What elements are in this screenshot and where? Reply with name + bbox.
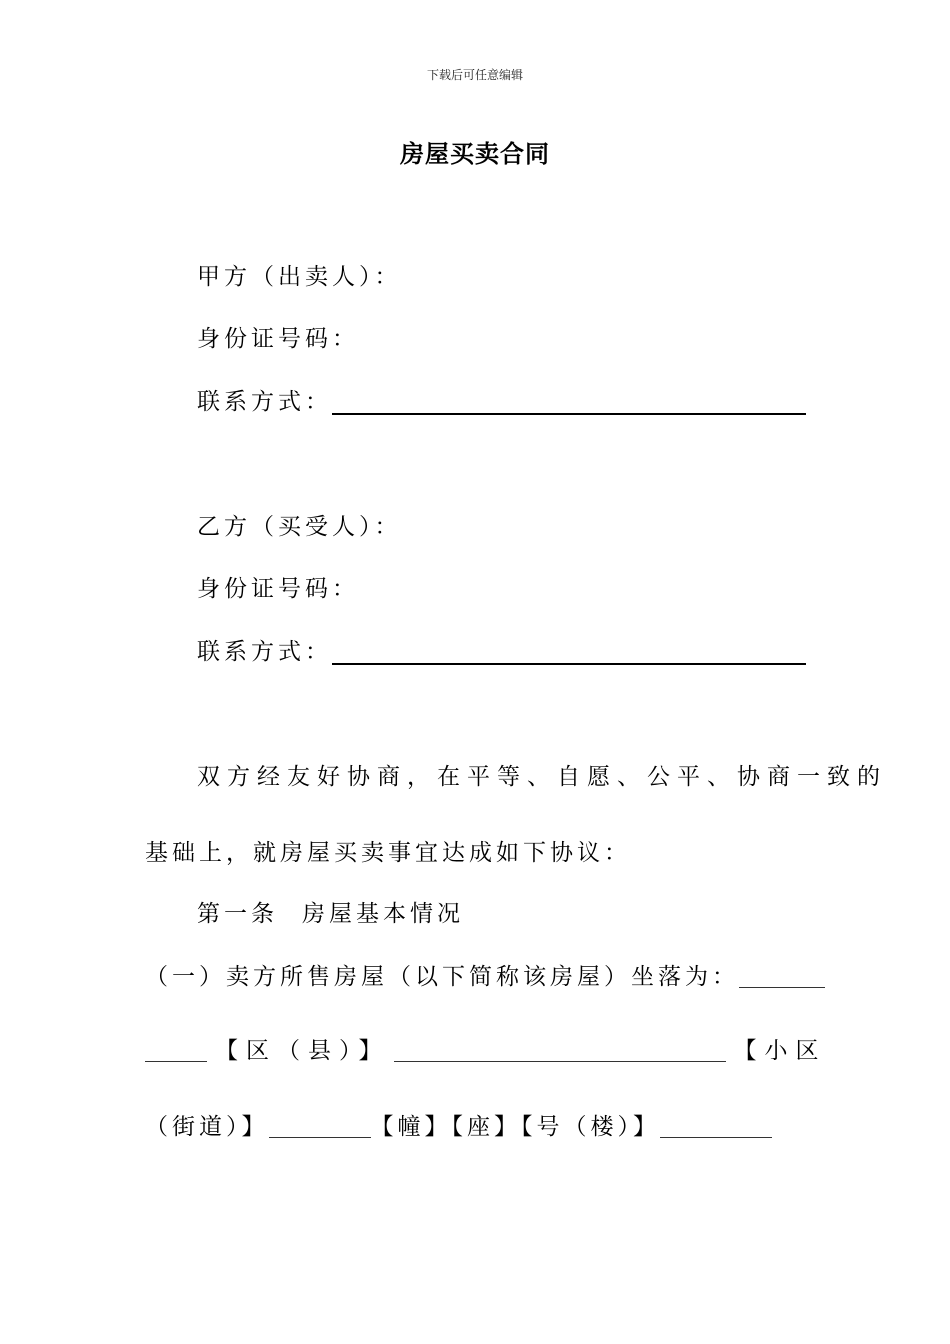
clause-1-line-2 — [145, 1036, 827, 1066]
location-blank-1[interactable] — [739, 965, 825, 988]
street-label: （街道）】 — [145, 1114, 269, 1140]
building-label: 【幢】 — [370, 1114, 452, 1140]
clause-1-text: （一）卖方所售房屋（以下简称该房屋）坐落为： — [145, 964, 739, 990]
location-blank-2[interactable] — [145, 1039, 207, 1062]
intro-line-2: 基础上，就房屋买卖事宜达成如下协议： — [145, 840, 631, 866]
party-b-label: 乙方（买受人）： — [197, 514, 402, 540]
party-a-contact-row — [197, 387, 806, 417]
article-1-heading — [197, 899, 464, 929]
number-label: 【号（楼）】 — [521, 1114, 660, 1140]
party-b-contact-label: 联系方式： — [197, 639, 332, 665]
building-blank[interactable] — [269, 1115, 371, 1138]
page-title: 房屋买卖合同 — [400, 139, 550, 168]
party-b-id-label: 身份证号码： — [197, 576, 359, 602]
party-b-contact-blank[interactable] — [332, 639, 806, 665]
clause-1-line-3 — [145, 1112, 772, 1142]
intro-line-1: 双方经友好协商，在平等、自愿、公平、协商一致的 — [197, 764, 887, 790]
district-label: 【区（县）】 — [215, 1038, 390, 1064]
party-a-contact-label: 联系方式： — [197, 389, 332, 415]
party-b-contact-row — [197, 637, 806, 667]
party-a-id-label: 身份证号码： — [197, 326, 359, 352]
article-1-title: 房屋基本情况 — [302, 901, 464, 927]
article-1-number: 第一条 — [197, 901, 278, 927]
seat-label: 【座】 — [451, 1114, 521, 1140]
community-label: 【小区 — [733, 1038, 827, 1064]
clause-1-line-1 — [145, 962, 825, 992]
header-note: 下载后可任意编辑 — [426, 68, 523, 82]
party-a-label: 甲方（出卖人）： — [197, 264, 402, 290]
party-a-contact-blank[interactable] — [332, 389, 806, 415]
community-blank[interactable] — [394, 1039, 726, 1062]
number-blank[interactable] — [660, 1115, 772, 1138]
